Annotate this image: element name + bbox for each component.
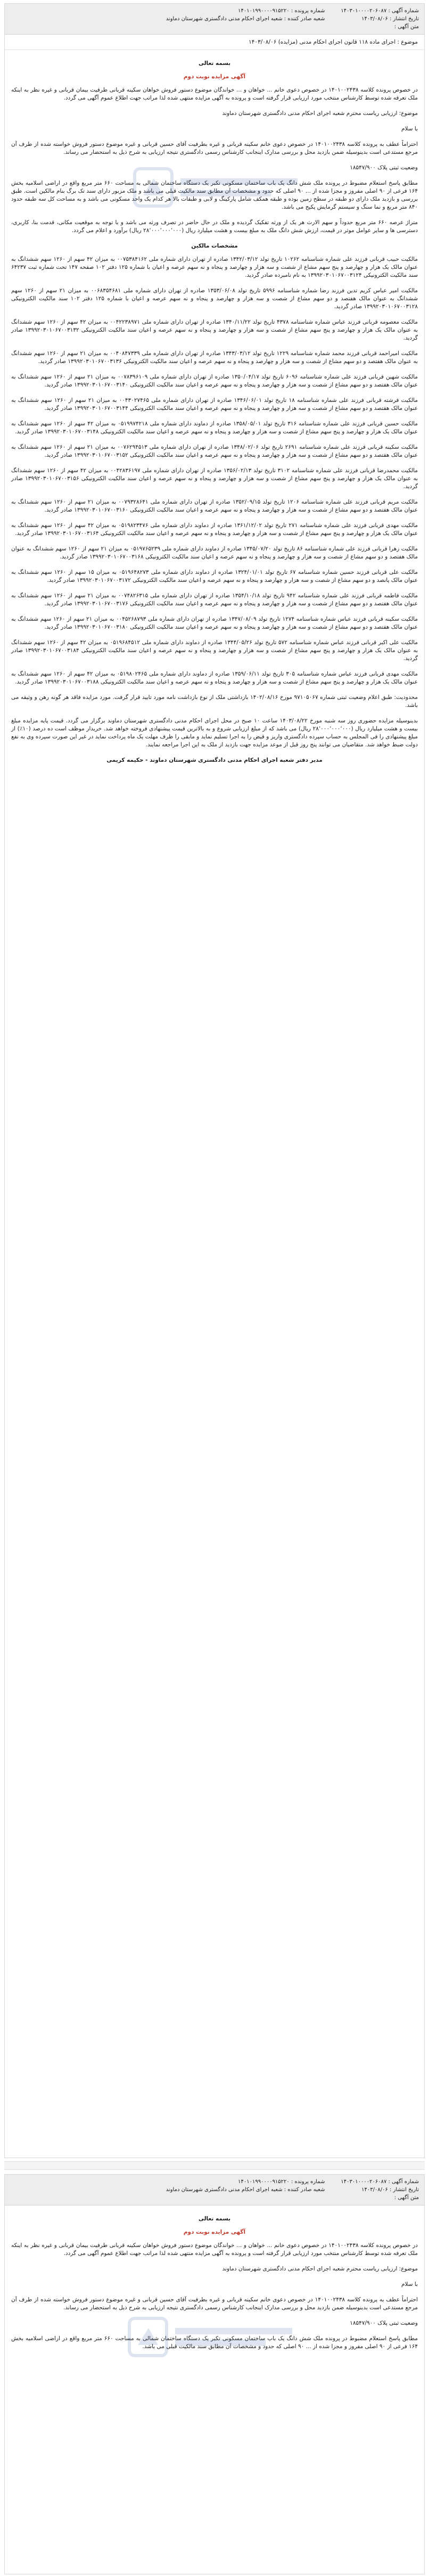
owner-paragraph: مالکیت مهدی قربانی فرزند عباس شماره شناسنامه ۳۰۵ تاریخ تولد ۱۳۵۹/۰۶/۱۱ صادره از دماوند دارای شماره ملی ۰۵۱۹۸۰۲۴۶۵ به میزان ۴۲ سهم از ۱۲۶۰ سهم ششدانگ به عنوان مالک یک هزار و چهارصد و پنج سهم مشاع از شصت و سه هزار و چهارصد و پنجاه و نه سهم عرصه و اعیان سند مالکیت الکترونیکی ۱۳۹۹۲۰۳۰۱۰۶۷۰۰۳۱۸۸ صادر گردید. bbox=[11, 671, 418, 685]
header-col-1 bbox=[341, 2178, 419, 2202]
greeting: بسمه تعالی bbox=[198, 60, 231, 67]
header-col-2 bbox=[166, 2178, 325, 2202]
paragraph-1: احتراماً عطف به پرونده کلاسه ۱۴۰۱۰۰۲۴۳۸ در خصوص دعوی خانم سکینه قربانی و غیره بطرفیت آقای حسین قربانی و غیره موضوع دستور فروش خواسته شده از طرف آن مرجع مستدعی است بدینوسیله ضمن بازدید محل و بررسی مدارک اینجانب کارشناس رسمی دادگستری نتیجه ارزیابی به شرح ذیل به استحضار می رساند. bbox=[11, 2297, 418, 2311]
notice-text-label: متن آگهی : bbox=[394, 2195, 419, 2201]
plate-status: وضعیت ثبتی پلاک ۱۸۵۴۷/۹۰۰ bbox=[350, 164, 418, 171]
notice-body bbox=[5, 2205, 424, 2363]
owner-paragraph: مالکیت مریم قربانی فرزند علی شماره شناسنامه ۱۲۰۶ تاریخ تولد ۱۳۵۲/۰۹/۱۵ صادره از تهران دارای شماره ملی ۰۰۷۹۳۲۸۶۴۱ به میزان ۲۱ سهم از ۱۲۶۰ سهم ششدانگ به عنوان مالک هفتصد و دو سهم مشاع از شصت و سه هزار و چهارصد و پنجاه و نه سهم عرصه و اعیان سند مالکیت الکترونیکی ۱۳۹۹۲۰۳۰۱۰۶۷۰۰۳۱۶۰ صادر گردید. bbox=[11, 499, 418, 513]
owner-paragraph: مالکیت مهدی قربانی فرزند علی شماره شناسنامه ۲۷۱ تاریخ تولد ۱۳۶۱/۱۲/۰۲ صادره از دماوند دارای شماره ملی ۰۵۱۹۸۲۳۴۷۶ به میزان ۴۲ سهم از ۱۲۶۰ سهم ششدانگ به عنوان مالک یک هزار و چهارصد و پنج سهم مشاع از شصت و سه هزار و چهارصد و پنجاه و نه سهم عرصه و اعیان سند مالکیت الکترونیکی ۱۳۹۹۲۰۳۰۱۰۶۷۰۰۳۱۶۴ صادر گردید. bbox=[11, 522, 418, 537]
owner-paragraph: مالکیت علی اکبر قربانی فرزند عباس شماره شناسنامه ۵۷۲ تاریخ تولد ۱۳۴۴/۰۵/۲۶ صادره از دماوند دارای شماره ملی ۰۵۱۹۶۸۴۵۱۲ به میزان ۴۲ سهم از ۱۲۶۰ سهم ششدانگ به عنوان مالک یک هزار و چهارصد و پنج سهم مشاع از شصت و سه هزار و چهارصد و پنجاه و نه سهم عرصه و اعیان سند مالکیت الکترونیکی ۱۳۹۹۲۰۳۰۱۰۶۷۰۰۳۱۸۴ صادر گردید. bbox=[11, 639, 418, 662]
owner-paragraph: مالکیت سکینه قربانی فرزند علی شماره شناسنامه ۲۶۹۱ تاریخ تولد ۱۳۴۸/۰۲/۰۶ صادره از تهران دارای شماره ملی ۰۰۷۶۲۹۴۵۱۳ به میزان ۲۱ سهم از ۱۲۶۰ سهم ششدانگ به عنوان مالک هفتصد و دو سهم مشاع از شصت و سه هزار و چهارصد و پنجاه و نه سهم عرصه و اعیان سند مالکیت الکترونیکی ۱۳۹۹۲۰۳۰۱۰۶۷۰۰۳۱۵۲ صادر گردید. bbox=[11, 444, 418, 458]
reference-line: موضوع: ارزیابی ریاست محترم شعبه اجرای احکام مدنی دادگستری شهرستان دماوند bbox=[222, 110, 418, 117]
notice-header bbox=[5, 2175, 424, 2205]
intro-paragraph: در خصوص پرونده کلاسه ۱۴۰۱۰۰۲۴۳۸ در خصوص دعوی خانم ... خواهان و ... خواندگان موضوع دستور فروش خواهان سکینه قربانی طرفیت بیمان قربانی و غیره نظر به اینکه ملک تعرفه شده توسط کارشناس منتخب مورد ارزیابی قرار گرفته است و پرونده به آگهی مزایده منتهی شده لذا مراتب جهت اطلاع عموم آگهی می گردد. bbox=[11, 87, 418, 101]
owner-paragraph: مالکیت معصومه قربانی فرزند عباس شماره شناسنامه ۴۳۷۸ تاریخ تولد ۱۳۴۰/۱۱/۲۲ صادره از تهران دارای شماره ملی ۰۰۴۲۲۳۸۹۷۱ به میزان ۴۲ سهم از ۱۲۶۰ سهم ششدانگ به عنوان مالک یک هزار و چهارصد و پنج سهم مشاع از شصت و سه هزار و چهارصد و پنجاه و نه سهم عرصه و اعیان سند مالکیت الکترونیکی ۱۳۹۹۲۰۳۰۱۰۶۷۰۰۳۱۳۲ صادر گردید. bbox=[11, 319, 418, 341]
owner-paragraph: مالکیت زهرا قربانی فرزند علی شماره شناسنامه ۸۶ تاریخ تولد ۱۳۴۵/۰۷/۲۰ صادره از دماوند دارای شماره ملی ۰۵۱۹۷۶۵۲۳۹ به میزان ۲۱ سهم از ۱۲۶۰ سهم ششدانگ به عنوان مالک هفتصد و دو سهم مشاع از شصت و سه هزار و چهارصد و پنجاه و نه سهم عرصه و اعیان سند مالکیت الکترونیکی ۱۳۹۹۲۰۳۰۱۰۶۷۰۰۳۱۶۸ صادر گردید. bbox=[11, 546, 418, 560]
publish-date: تاریخ انتشار : ۱۴۰۳/۰۸/۰۶ bbox=[361, 2187, 419, 2193]
notice-subject: موضوع : اجرای ماده ۱۱۸ قانون اجرای احکام مدنی (مزایده) ۱۴۰۳/۰۸/۰۶ bbox=[5, 35, 424, 50]
notice-title: آگهی مزایده نوبت دوم bbox=[183, 2229, 246, 2235]
notice-title: آگهی مزایده نوبت دوم bbox=[183, 73, 246, 80]
salutation: با سلام bbox=[401, 126, 418, 132]
owner-paragraph: مالکیت حبیب قربانی فرزند علی شماره شناسنامه ۱۰۲۶۲ تاریخ تولد ۱۳۴۲/۰۳/۱۲ صادره از تهران دارای شماره ملی ۰۰۷۵۳۸۴۱۶۲ به میزان ۴۲ سهم از ۱۲۶۰ سهم ششدانگ به عنوان مالک یک هزار و چهارصد و پنج سهم مشاع از شصت و سه هزار و چهارصد و پنجاه و نه سهم عرصه و اعیان با شماره ۱۲۵ دفتر ۱۰۲ صفحه ۱۴۷ تحت شماره ثبت ۶۴۲۳۷ سند مالکیت الکترونیکی ۱۳۹۹۲۰۳۰۱۰۶۷۰۰۳۱۲۴ به نام نامبرده صادر گردید. bbox=[11, 256, 418, 278]
publish-date: تاریخ انتشار : ۱۴۰۳/۰۸/۰۶ bbox=[361, 16, 419, 22]
issuing-branch: شعبه صادر کننده : شعبه اجرای احکام مدنی دادگستری شهرستان دماوند bbox=[166, 2187, 325, 2193]
owner-paragraph: مالکیت علی قربانی فرزند حسین شماره شناسنامه ۶۷ تاریخ تولد ۱۳۲۴/۰۱/۰۱ صادره از دماوند دارای شماره ملی ۰۵۱۹۶۴۸۲۷۳ به میزان ۱۵ سهم از ۱۲۶۰ سهم ششدانگ به عنوان مالک پانصد و دو سهم مشاع از شصت و سه هزار و چهارصد و پنجاه و نه سهم عرصه و اعیان سند مالکیت الکترونیکی ۱۳۹۹۲۰۳۰۱۰۶۷۰۰۳۱۷۲ صادر گردید. bbox=[11, 569, 418, 583]
greeting: بسمه تعالی bbox=[198, 2216, 231, 2222]
paragraph-3: مطابق پاسخ استعلام مضبوط در پرونده ملک شش دانگ یک باب ساختمان مسکونی تکبر یک دستگاه ساختمان شمالی به مساحت ۶۶۰ متر مربع واقع در اراضی اسلامیه بخش ۱۶۴ فرعی از ۹۰ اصلی مفروز و مجزا شده از ... ۹۰ اصلی که حدود و مشخصات آن مطابق سند مالکیت قبلی می باشد. bbox=[11, 2335, 418, 2350]
notice-number: شماره آگهی : ۱۴۰۳۰۱۰۰۰۰۲۰۶۰۸۷ bbox=[341, 2179, 419, 2185]
case-number: شماره پرونده : ۱۴۰۱۰۱۹۹۰۰۰۰۹۱۵۲۲۰ bbox=[238, 2179, 325, 2185]
owner-paragraph: مالکیت حسین قربانی فرزند علی شماره شناسنامه ۳۱۶ تاریخ تولد ۱۳۵۸/۰۵/۰۱ صادره از دماوند دارای شماره ملی ۰۵۱۹۹۷۴۲۱۸ به میزان ۴۲ سهم از ۱۲۶۰ سهم ششدانگ به عنوان مالک یک هزار و چهارصد و پنج سهم مشاع از شصت و سه هزار و چهارصد و پنجاه و نه سهم عرصه و اعیان سند مالکیت الکترونیکی ۱۳۹۹۲۰۳۰۱۰۶۷۰۰۳۱۴۸ صادر گردید. bbox=[11, 421, 418, 435]
owner-paragraph: مالکیت فاطمه قربانی فرزند علی شماره شناسنامه ۹۴۲ تاریخ تولد ۱۳۵۴/۱۰/۱۸ صادره از تهران دارای شماره ملی ۰۰۷۴۸۲۶۳۱۵ به میزان ۲۱ سهم از ۱۲۶۰ سهم ششدانگ به عنوان مالک هفتصد و دو سهم مشاع از شصت و سه هزار و چهارصد و پنجاه و نه سهم عرصه و اعیان سند مالکیت الکترونیکی ۱۳۹۹۲۰۳۰۱۰۶۷۰۰۳۱۷۶ صادر گردید. bbox=[11, 592, 418, 607]
case-number: شماره پرونده : ۱۴۰۱۰۱۹۹۰۰۰۰۹۱۵۲۲۰ bbox=[238, 8, 325, 14]
header-col-1 bbox=[341, 7, 419, 31]
plate-status: وضعیت ثبتی پلاک ۱۸۵۴۷/۹۰۰ bbox=[350, 2320, 418, 2326]
salutation: با سلام bbox=[401, 2281, 418, 2287]
owner-paragraph: مالکیت سکینه قربانی فرزند عباس شماره شناسنامه ۱۲۷۴ تاریخ تولد ۱۳۴۷/۰۸/۰۹ صادره از تهران دارای شماره ملی ۰۰۴۵۲۶۸۷۹۳ به میزان ۲۱ سهم از ۱۲۶۰ سهم ششدانگ به عنوان مالک هفتصد و دو سهم مشاع از شصت و سه هزار و چهارصد و پنجاه و نه سهم عرصه و اعیان سند مالکیت الکترونیکی ۱۳۹۹۲۰۳۰۱۰۶۷۰۰۳۱۸۰ صادر گردید. bbox=[11, 616, 418, 630]
intro-paragraph: در خصوص پرونده کلاسه ۱۴۰۱۰۰۲۴۳۸ در خصوص دعوی خانم ... خواهان و ... خواندگان موضوع دستور فروش خواهان سکینه قربانی طرفیت بیمان قربانی و غیره نظر به اینکه ملک تعرفه شده توسط کارشناس منتخب مورد ارزیابی قرار گرفته است و پرونده به آگهی مزایده منتهی شده لذا مراتب جهت اطلاع عموم آگهی می گردد. bbox=[11, 2242, 418, 2257]
signature-line: مدیر دفتر شعبه اجرای احکام مدنی دادگستری شهرستان دماوند - حکیمه کریمی bbox=[106, 757, 323, 763]
owner-paragraph: مالکیت امیراحمد قربانی فرزند محمد شماره شناسنامه ۱۲۲۹ تاریخ تولد ۱۳۴۳/۰۳/۱۲ صادره از تهران دارای شماره ملی ۰۰۴۰۸۴۷۳۳۹ به میزان ۲۱ سهم از ۱۲۶۰ سهم ششدانگ به عنوان مالک هفتصد و دو سهم مشاع از شصت و سه هزار و چهارصد و پنجاه و نه سهم عرصه و اعیان سند مالکیت الکترونیکی ۱۳۹۹۲۰۳۰۱۰۶۷۰۰۳۱۳۶ صادر گردید. bbox=[11, 350, 418, 365]
paragraph-4: متراژ عرصه ۶۶۰ متر مربع حدوداً و سهم الارث هر یک از ورثه تفکیک گردیده و ملک در حال حاضر در تصرف ورثه می باشد و با توجه به موقعیت مکانی، قدمت بنا، کاربری، دسترسی ها و سایر عوامل موثر در قیمت، ارزش شش دانگ ملک به مبلغ بیست و هشت میلیارد ریال (۲۸٬۰۰۰٬۰۰۰٬۰۰۰ ریال) برآورد و اعلام می گردد. bbox=[11, 219, 418, 234]
paragraph-3: مطابق پاسخ استعلام مضبوط در پرونده ملک شش دانگ یک باب ساختمان مسکونی تکبر یک دستگاه ساختمان شمالی به مساحت ۶۶۰ متر مربع واقع در اراضی اسلامیه بخش ۱۶۴ فرعی از ۹۰ اصلی مفروز و مجزا شده از ... ۹۰ اصلی که حدود و مشخصات آن مطابق سند مالکیت قبلی می باشد و ملک مزبور دارای سند تک برگ بنام مالکین است. طبق بررسی و بازدید ملک دارای دو طبقه در سطح زمین بوده و طبقه همکف شامل پارکینگ و لابی و طبقات بالا هر کدام یک واحد مسکونی می باشد و به مساحت کل سه طبقه حدود ۸۴۰ متر مربع و نما سنگ و سیستم گرمایش پکیج می باشد. bbox=[11, 180, 418, 210]
notice-text-label: متن آگهی : bbox=[394, 24, 419, 30]
notice-body bbox=[5, 50, 424, 774]
notice-number: شماره آگهی : ۱۴۰۳۰۱۰۰۰۰۲۰۶۰۸۷ bbox=[341, 8, 419, 14]
notice-divider bbox=[4, 2161, 425, 2170]
header-col-2 bbox=[166, 7, 325, 31]
notice-sheet-2 bbox=[4, 2174, 425, 2574]
owners-heading: مشخصات مالکین bbox=[191, 243, 238, 249]
notice-sheet-1 bbox=[4, 3, 425, 2158]
paragraph-1: احتراماً عطف به پرونده کلاسه ۱۴۰۱۰۰۲۴۳۸ در خصوص دعوی خانم سکینه قربانی و غیره بطرفیت آقای حسین قربانی و غیره موضوع دستور فروش خواسته شده از طرف آن مرجع مستدعی است بدینوسیله ضمن بازدید محل و بررسی مدارک اینجانب کارشناس رسمی دادگستری نتیجه ارزیابی به شرح ذیل به استحضار می رساند. bbox=[11, 141, 418, 155]
notice-header bbox=[5, 4, 424, 35]
reference-line: موضوع: ارزیابی ریاست محترم شعبه اجرای احکام مدنی دادگستری شهرستان دماوند bbox=[222, 2266, 418, 2272]
restrictions-paragraph: محدودیت: طبق اعلام وضعیت ثبتی شماره ۹۷۱۰۵۰۶۷ مورخ ۱۴۰۲/۰۸/۱۶ بازداشتی ملک از نوع بازداشت نامه مورد تایید قرار گرفت. مورد مزایده فاقد هر گونه رهن و وثیقه می باشد. bbox=[11, 694, 418, 709]
owner-paragraph: مالکیت محمدرضا قربانی فرزند علی شماره شناسنامه ۳۱۰۲ تاریخ تولد ۱۳۵۶/۰۲/۱۳ صادره از تهران دارای شماره ملی ۰۰۴۲۸۳۶۱۹۷ به میزان ۴۲ سهم از ۱۲۶۰ سهم ششدانگ به عنوان مالک یک هزار و چهارصد و پنج سهم مشاع از شصت و سه هزار و چهارصد و پنجاه و نه سهم عرصه و اعیان سند مالکیت الکترونیکی ۱۳۹۹۲۰۳۰۱۰۶۷۰۰۳۱۵۶ صادر گردید. bbox=[11, 467, 418, 490]
auction-paragraph: بدینوسیله مزایده حضوری روز سه شنبه مورخ ۱۴۰۳/۰۸/۲۲ ساعت ۱۰ صبح در محل اجرای احکام مدنی دادگستری شهرستان دماوند برگزار می گردد. قیمت پایه مزایده مبلغ بیست و هشت میلیارد ریال (۲۸٬۰۰۰٬۰۰۰٬۰۰۰ ریال) می باشد که از مبلغ ارزیابی شروع و به بالاترین قیمت پیشنهادی فروخته خواهد شد. خریدار موظف است ده درصد (۱۰٪) از مبلغ پیشنهادی را فی المجلس به حساب سپرده دادگستری واریز و قیض را به اجرا تسلیم نماید و مابقی را ظرف مهلت یک ماه پرداخت نماید در غیر این صورت سپرده وی به نفع دولت ضبط خواهد شد. متقاضیان می توانند پنج روز قبل از موعد مزایده جهت بازدید از ملک به این اجرا مراجعه نمایند. bbox=[11, 718, 418, 748]
owner-paragraph: مالکیت فرشته قربانی فرزند علی شماره شناسنامه ۱۸ تاریخ تولد ۱۳۴۶/۰۶/۰۱ صادره از تهران دارای شماره ملی ۰۰۴۳۰۲۷۴۶۵ به میزان ۲۱ سهم از ۱۲۶۰ سهم ششدانگ به عنوان مالک هفتصد و دو سهم مشاع از شصت و سه هزار و چهارصد و پنجاه و نه سهم عرصه و اعیان سند مالکیت الکترونیکی ۱۳۹۹۲۰۳۰۱۰۶۷۰۰۳۱۴۴ صادر گردید. bbox=[11, 397, 418, 411]
issuing-branch: شعبه صادر کننده : شعبه اجرای احکام مدنی دادگستری شهرستان دماوند bbox=[166, 16, 325, 22]
owner-paragraph: مالکیت امیر عباس کریم تدین فرزند رضا شماره شناسنامه ۵۹۹۶ تاریخ تولد ۱۳۵۳/۰۶/۰۸ صادره از تهران دارای شماره ملی ۰۰۶۸۳۵۴۶۸۱ به میزان ۲۱ سهم از ۱۲۶۰ سهم ششدانگ به عنوان مالک هفتصد و دو سهم مشاع از شصت و سه هزار و چهارصد و پنجاه و نه سهم عرصه و اعیان با شماره ۱۲۵ دفتر ۱۰۲ سند مالکیت الکترونیکی ۱۳۹۹۲۰۳۰۱۰۶۷۰۰۳۱۲۸ صادر گردید. bbox=[11, 287, 418, 310]
owner-paragraph: مالکیت شهین قربانی فرزند علی شماره شناسنامه ۶۰۹۶ تاریخ تولد ۱۳۵۰/۰۴/۱۷ صادره از تهران دارای شماره ملی ۰۰۷۸۳۹۶۱۰۹ به میزان ۲۱ سهم از ۱۲۶۰ سهم ششدانگ به عنوان مالک هفتصد و دو سهم مشاع از شصت و سه هزار و چهارصد و پنجاه و نه سهم عرصه و اعیان سند مالکیت الکترونیکی ۱۳۹۹۲۰۳۰۱۰۶۷۰۰۳۱۴۰ صادر گردید. bbox=[11, 374, 418, 388]
